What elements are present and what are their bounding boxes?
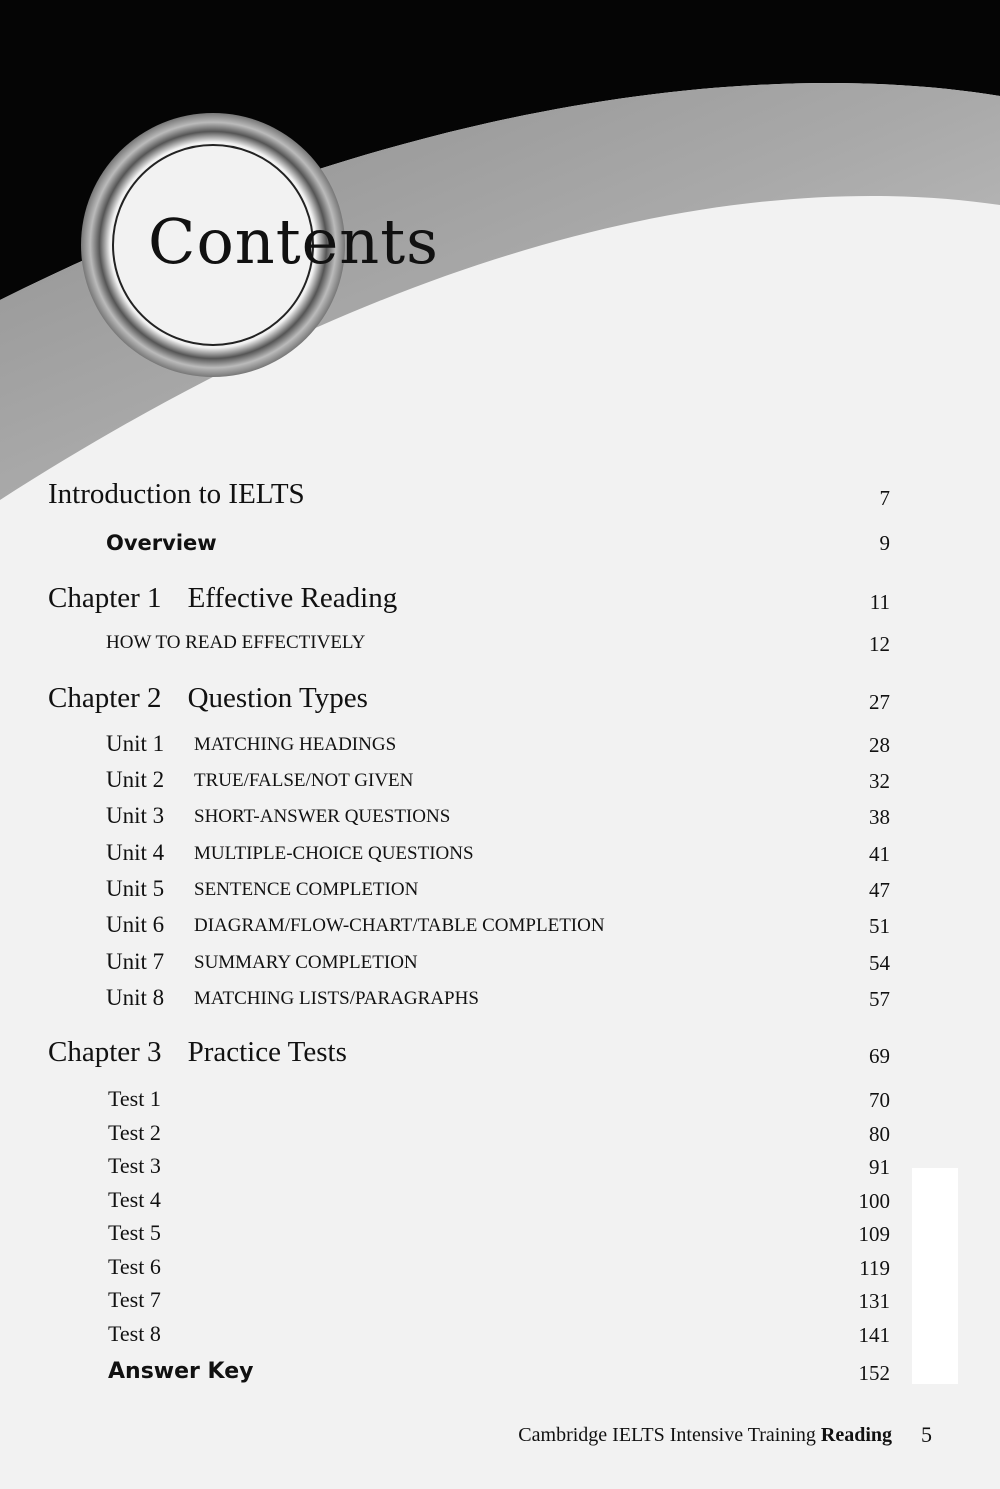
- chapter-number: Chapter 3: [48, 1036, 162, 1068]
- test-label: Test 3: [108, 1153, 161, 1178]
- footer-book-suffix: Reading: [820, 1424, 892, 1446]
- unit-number: Unit 6: [106, 912, 165, 937]
- page-number: 57: [869, 987, 890, 1011]
- page-number: 27: [869, 690, 890, 714]
- chapter-title: Question Types: [187, 682, 368, 714]
- test-label: Test 8: [108, 1321, 161, 1346]
- test-label: Test 6: [108, 1254, 161, 1279]
- unit-number: Unit 7: [106, 949, 165, 974]
- unit-title: SENTENCE COMPLETION: [194, 879, 419, 900]
- unit-title: DIAGRAM/FLOW-CHART/TABLE COMPLETION: [194, 915, 605, 936]
- unit-title: MATCHING HEADINGS: [194, 734, 397, 755]
- footer-book-title: [518, 1424, 892, 1447]
- footer-book-prefix: Cambridge IELTS Intensive Training: [518, 1424, 816, 1446]
- chapter-number: Chapter 2: [48, 682, 162, 714]
- page-number: 69: [869, 1044, 890, 1068]
- test-label: Test 1: [108, 1086, 161, 1111]
- unit-title: MATCHING LISTS/PARAGRAPHS: [194, 988, 479, 1009]
- unit-number: Unit 3: [106, 803, 165, 828]
- unit-number: Unit 1: [106, 731, 165, 756]
- page-number: 12: [869, 632, 890, 656]
- unit-number: Unit 8: [106, 985, 165, 1010]
- page-number: 51: [869, 914, 890, 938]
- page-number: 32: [869, 769, 890, 793]
- footer-page-number: 5: [921, 1422, 932, 1447]
- page-number: 109: [858, 1222, 890, 1246]
- page-number: 152: [858, 1361, 890, 1385]
- test-label: Test 2: [108, 1120, 161, 1145]
- unit-number: Unit 2: [106, 767, 165, 792]
- page-number: 7: [879, 486, 890, 510]
- answer-key-label: Answer Key: [108, 1359, 254, 1384]
- test-label: Test 4: [108, 1187, 161, 1212]
- unit-title: TRUE/FALSE/NOT GIVEN: [194, 770, 414, 791]
- unit-title: SHORT-ANSWER QUESTIONS: [194, 806, 451, 827]
- overview-label: Overview: [106, 531, 217, 555]
- page-number: 80: [869, 1122, 890, 1146]
- test-label: Test 5: [108, 1220, 161, 1245]
- page-number: 41: [869, 842, 890, 866]
- page-title: Contents: [148, 205, 439, 278]
- page-number: 119: [859, 1256, 890, 1280]
- scan-artifact: [912, 1168, 958, 1384]
- chapter-heading: [48, 682, 368, 715]
- intro-label: Introduction to IELTS: [48, 478, 305, 510]
- page-number: 38: [869, 805, 890, 829]
- page-number: 131: [858, 1289, 890, 1313]
- chapter-heading: [48, 582, 397, 615]
- page-number: 9: [879, 531, 890, 555]
- unit-number: Unit 4: [106, 840, 165, 865]
- page-number: 47: [869, 878, 890, 902]
- unit-title: SUMMARY COMPLETION: [194, 952, 418, 973]
- page-number: 11: [869, 590, 890, 614]
- chapter-heading: [48, 1036, 347, 1069]
- page-number: 28: [869, 733, 890, 757]
- section-title: HOW TO READ EFFECTIVELY: [106, 632, 366, 653]
- page-number: 100: [858, 1189, 890, 1213]
- unit-number: Unit 5: [106, 876, 165, 901]
- page-number: 141: [858, 1323, 890, 1347]
- page-number: 54: [869, 951, 890, 975]
- chapter-title: Practice Tests: [187, 1036, 347, 1068]
- page-number: 91: [869, 1155, 890, 1179]
- page-number: 70: [869, 1088, 890, 1112]
- chapter-title: Effective Reading: [187, 582, 398, 614]
- test-label: Test 7: [108, 1287, 161, 1312]
- chapter-number: Chapter 1: [48, 582, 162, 614]
- unit-title: MULTIPLE-CHOICE QUESTIONS: [194, 843, 474, 864]
